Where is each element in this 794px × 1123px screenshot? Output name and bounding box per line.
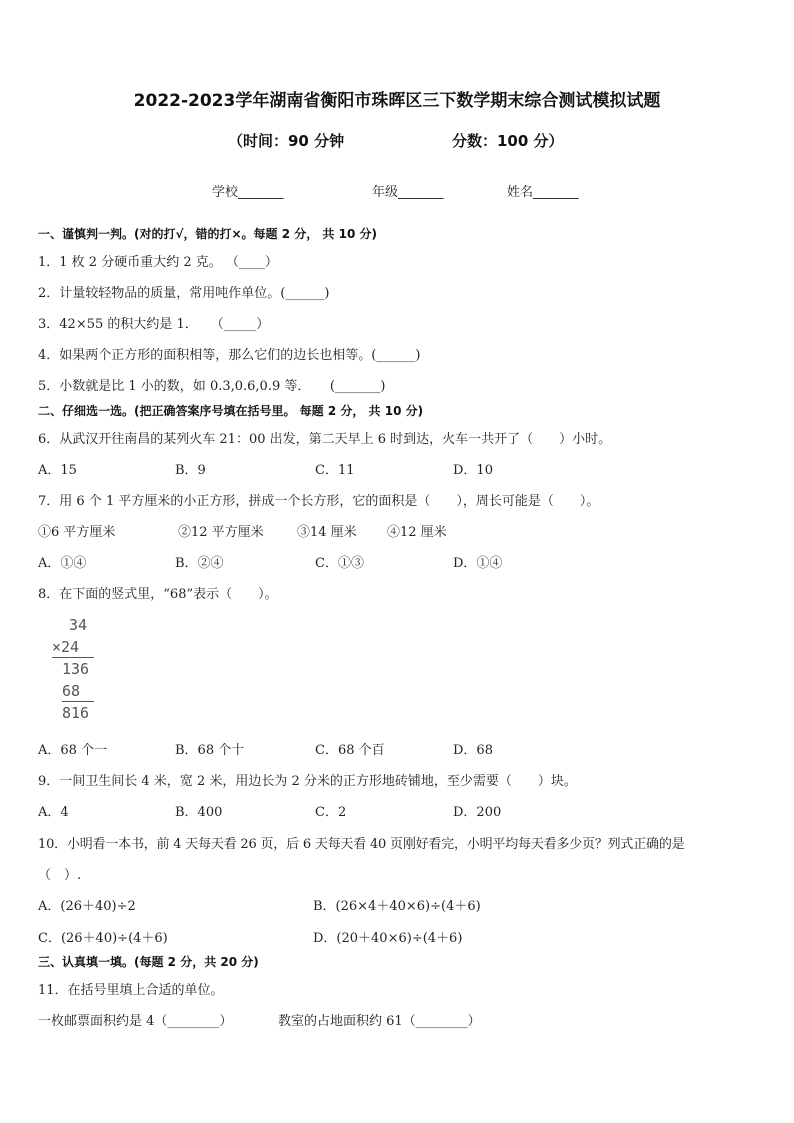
vertical-multiplier: ×24 bbox=[52, 638, 80, 656]
name-field: 姓名_______ bbox=[507, 185, 579, 200]
q6-option-c: C．11 bbox=[315, 463, 355, 478]
q6-option-a: A．15 bbox=[38, 463, 77, 478]
q6-option-b: B．9 bbox=[175, 463, 206, 478]
q10-option-a: A．(26＋40)÷2 bbox=[38, 899, 136, 914]
question-10: 10．小明看一本书，前 4 天每天看 26 页，后 6 天每天看 40 页刚好看完，小明平均每天看多少页？列式正确的是 bbox=[38, 837, 685, 852]
q11-part-a: 一枚邮票面积约是 4（________） bbox=[38, 1014, 233, 1029]
question-4: 4．如果两个正方形的面积相等，那么它们的边长也相等。(______) bbox=[38, 348, 421, 363]
question-3: 3．42×55 的积大约是 1． （_____） bbox=[38, 317, 270, 332]
q10-option-b: B．(26×4＋40×6)÷(4＋6) bbox=[313, 899, 481, 914]
question-9: 9．一间卫生间长 4 米，宽 2 米，用边长为 2 分米的正方形地砖铺地，至少需要（ ）块。 bbox=[38, 774, 577, 789]
q10-option-c: C．(26＋40)÷(4＋6) bbox=[38, 931, 168, 946]
grade-field: 年级_______ bbox=[372, 185, 444, 200]
school-field: 学校_______ bbox=[212, 185, 284, 200]
q7-option-a: A．①④ bbox=[38, 556, 87, 571]
question-8: 8．在下面的竖式里，“68”表示（ ）。 bbox=[38, 587, 278, 602]
question-11: 11．在括号里填上合适的单位。 bbox=[38, 983, 224, 998]
q11-part-b: 教室的占地面积约 61（________） bbox=[278, 1014, 481, 1029]
question-2: 2．计量较轻物品的质量，常用吨作单位。(______) bbox=[38, 286, 330, 301]
q7-option-c: C．①③ bbox=[315, 556, 364, 571]
q7-item-4: ④12 厘米 bbox=[387, 525, 447, 540]
q10-option-d: D．(20＋40×6)÷(4＋6) bbox=[313, 931, 463, 946]
vertical-rule-2 bbox=[62, 701, 94, 702]
q7-item-2: ②12 平方厘米 bbox=[178, 525, 264, 540]
vertical-multiplicand: 34 bbox=[69, 616, 88, 634]
question-10-blank: （ ）. bbox=[38, 868, 82, 883]
q9-option-d: D．200 bbox=[453, 805, 502, 820]
question-5: 5．小数就是比 1 小的数，如 0.3,0.6,0.9 等． (_______) bbox=[38, 379, 386, 394]
section-2-heading: 二、仔细选一选。(把正确答案序号填在括号里。 每题 2 分， 共 10 分) bbox=[38, 404, 424, 418]
page-title: 2022-2023学年湖南省衡阳市珠晖区三下数学期末综合测试模拟试题 bbox=[133, 91, 661, 111]
q9-option-b: B．400 bbox=[175, 805, 223, 820]
question-1: 1．1 枚 2 分硬币重大约 2 克。 （____） bbox=[38, 255, 278, 270]
q7-item-1: ①6 平方厘米 bbox=[38, 525, 116, 540]
q8-option-c: C．68 个百 bbox=[315, 743, 385, 758]
q9-option-c: C．2 bbox=[315, 805, 347, 820]
q7-option-b: B．②④ bbox=[175, 556, 224, 571]
q9-option-a: A．4 bbox=[38, 805, 69, 820]
q7-item-3: ③14 厘米 bbox=[297, 525, 357, 540]
q8-option-d: D．68 bbox=[453, 743, 493, 758]
vertical-product: 816 bbox=[62, 704, 90, 722]
exam-score: 分数：100 分） bbox=[452, 132, 564, 150]
q6-option-d: D．10 bbox=[453, 463, 493, 478]
section-3-heading: 三、认真填一填。(每题 2 分，共 20 分) bbox=[38, 955, 259, 969]
vertical-partial-2: 68 bbox=[62, 682, 81, 700]
q7-option-d: D．①④ bbox=[453, 556, 503, 571]
exam-time: （时间：90 分钟 bbox=[228, 132, 345, 150]
question-7: 7．用 6 个 1 平方厘米的小正方形，拼成一个长方形，它的面积是（ ），周长可能是（ ）。 bbox=[38, 494, 600, 509]
section-1-heading: 一、谨慎判一判。(对的打√，错的打×。每题 2 分， 共 10 分) bbox=[38, 227, 377, 241]
vertical-partial-1: 136 bbox=[62, 660, 90, 678]
q8-option-b: B．68 个十 bbox=[175, 743, 245, 758]
vertical-rule-1 bbox=[52, 657, 94, 658]
q8-option-a: A．68 个一 bbox=[38, 743, 108, 758]
question-6: 6．从武汉开往南昌的某列火车 21：00 出发，第二天早上 6 时到达，火车一共开了（ ）小时。 bbox=[38, 432, 612, 447]
